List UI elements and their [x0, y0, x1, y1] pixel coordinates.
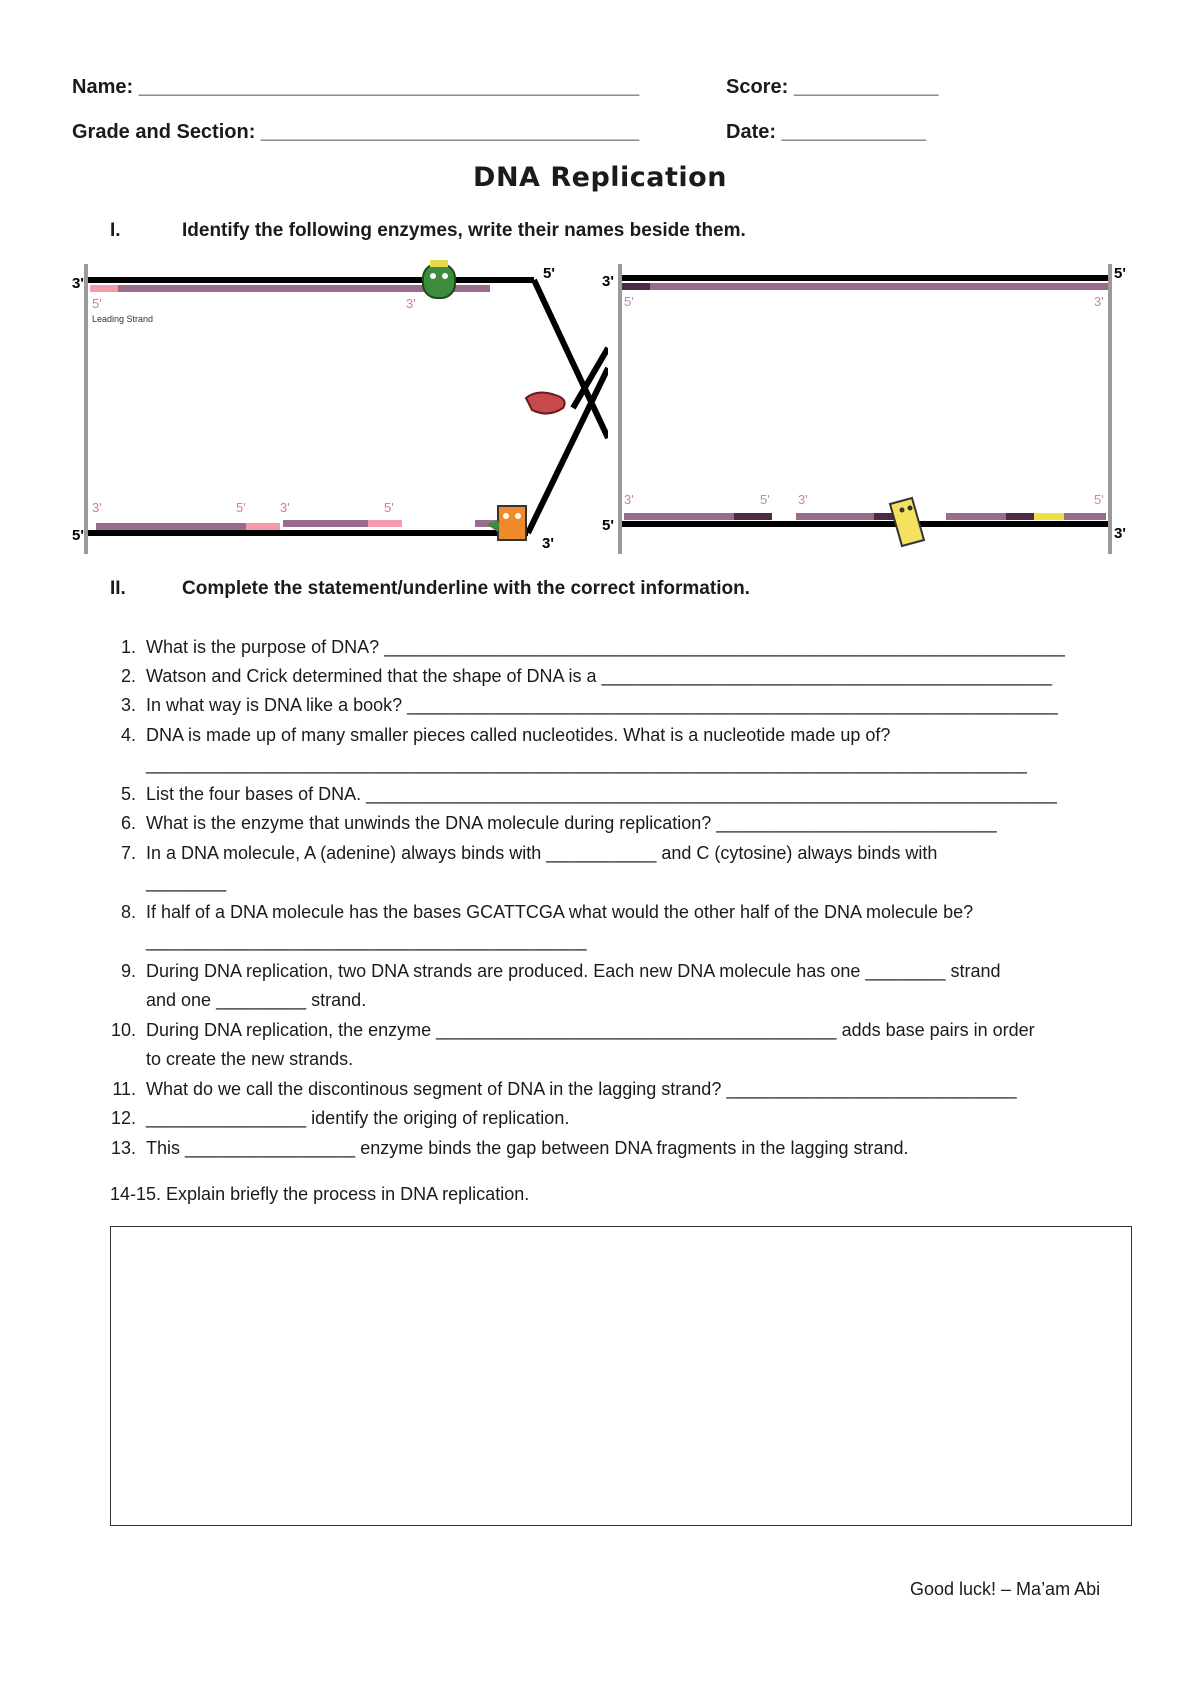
right-diagram-left-boundary	[618, 264, 622, 554]
right-fragment-2	[796, 513, 874, 520]
right-fragment-3-dark	[1006, 513, 1034, 520]
question-number: 11.	[112, 1079, 136, 1099]
question-text: In a DNA molecule, A (adenine) always binds with ___________ and C (cytosine) always binds with	[146, 843, 938, 863]
name-field-label: Name: _____________________________________________	[72, 76, 640, 98]
date-field-label: Date: _____________	[726, 121, 927, 143]
question-1	[120, 636, 1065, 658]
question-10	[110, 1019, 1035, 1041]
question-text: Watson and Crick determined that the shape of DNA is a _____________________________________________	[146, 666, 1053, 686]
right-diagram-right-boundary	[1108, 264, 1112, 554]
question-number: 6.	[120, 813, 136, 833]
left-top-end-5: 5'	[543, 265, 555, 282]
fragment-gap	[280, 523, 283, 530]
question-number: 3.	[120, 695, 136, 715]
question-7-answer-line: ________	[146, 872, 227, 892]
question-10-continuation: to create the new strands.	[146, 1049, 354, 1069]
question-number: 8.	[120, 902, 136, 922]
question-text: DNA is made up of many smaller pieces called nucleotides. What is a nucleotide made up of?	[146, 725, 891, 745]
leading-strand-label: Leading Strand	[92, 314, 154, 324]
left-boundary-line	[84, 264, 88, 554]
section-2-instruction: Complete the statement/underline with the correct information.	[182, 578, 750, 599]
question-5	[120, 783, 1057, 805]
question-7	[120, 842, 938, 864]
section-1-instruction: Identify the following enzymes, write their names beside them.	[182, 220, 746, 241]
question-text: What do we call the discontinous segment of DNA in the lagging strand? _____________________________	[146, 1079, 1017, 1099]
explanation-answer-box[interactable]	[110, 1226, 1132, 1526]
page-title: DNA Replication	[473, 162, 727, 193]
question-3	[120, 694, 1058, 716]
question-number: 13.	[110, 1138, 136, 1158]
question-6	[120, 812, 997, 834]
primer-fragment-1	[246, 523, 280, 530]
question-12	[110, 1107, 570, 1129]
question-text: List the four bases of DNA. _____________________________________________________________________	[146, 784, 1057, 804]
okazaki-fragment-1	[96, 523, 246, 530]
right-top-end-3: 3'	[602, 273, 614, 290]
top-rna-primer	[90, 285, 118, 292]
okazaki-fragment-2	[283, 520, 368, 527]
left-primer-5: 5'	[92, 296, 102, 311]
question-number: 10.	[110, 1020, 136, 1040]
right-top-end-5: 5'	[1114, 265, 1126, 282]
explain-prompt: 14-15. Explain briefly the process in DNA replication.	[110, 1184, 530, 1204]
replication-fork-diagram-right	[600, 258, 1140, 558]
question-number: 5.	[120, 784, 136, 804]
question-13	[110, 1137, 909, 1159]
question-number: 1.	[120, 637, 136, 657]
right-bottom-end-5: 5'	[602, 517, 614, 534]
question-number: 12.	[110, 1108, 136, 1128]
left-primer-3: 3'	[406, 296, 416, 311]
left-top-end-3: 3'	[72, 275, 84, 292]
question-text: During DNA replication, two DNA strands are produced. Each new DNA molecule has one ________ strand	[146, 961, 1001, 981]
question-text: This _________________ enzyme binds the gap between DNA fragments in the lagging strand.	[146, 1138, 909, 1158]
section-1-numeral: I.	[110, 220, 121, 241]
question-4-answer-line: ________________________________________________________________________________________	[146, 754, 1027, 774]
enzyme-character-green	[423, 260, 455, 298]
right-top-primer	[622, 283, 650, 290]
footer-signoff: Good luck! – Ma’am Abi	[910, 1579, 1101, 1599]
section-2-numeral: II.	[110, 578, 126, 599]
right-fragment-b-3: 3'	[798, 492, 808, 507]
right-inner-5: 5'	[624, 294, 634, 309]
fragment-2-3: 3'	[280, 500, 290, 515]
question-text: ________________ identify the origing of replication.	[146, 1108, 570, 1128]
question-9	[120, 960, 1001, 982]
question-2	[120, 665, 1053, 687]
question-number: 2.	[120, 666, 136, 686]
fragment-2-5: 5'	[384, 500, 394, 515]
question-8-answer-line: ____________________________________________	[146, 931, 587, 951]
fragment-1-3: 3'	[92, 500, 102, 515]
question-4	[120, 724, 891, 746]
right-bottom-end-3: 3'	[1114, 525, 1126, 542]
question-8	[120, 901, 974, 923]
right-fragment-3	[946, 513, 1006, 520]
right-inner-3: 3'	[1094, 294, 1104, 309]
right-top-new-strand	[650, 283, 1108, 290]
replication-fork-diagram-left	[68, 258, 608, 558]
right-fragment-a-3: 3'	[624, 492, 634, 507]
right-fragment-b-5: 5'	[1094, 492, 1104, 507]
question-number: 9.	[120, 961, 136, 981]
primer-fragment-2	[368, 520, 402, 527]
fragment-1-5: 5'	[236, 500, 246, 515]
enzyme-character-yellow	[890, 498, 924, 546]
question-text: What is the enzyme that unwinds the DNA molecule during replication? ____________________________	[146, 813, 997, 833]
question-text: If half of a DNA molecule has the bases GCATTCGA what would the other half of the DNA molecule be?	[146, 902, 974, 922]
question-text: During DNA replication, the enzyme ________________________________________ adds base pairs in order	[146, 1020, 1035, 1040]
left-bottom-end-3: 3'	[542, 535, 554, 552]
score-field-label: Score: _____________	[726, 76, 939, 98]
right-fragment-1	[624, 513, 734, 520]
right-fragment-3-yellow	[1034, 513, 1064, 520]
question-number: 4.	[120, 725, 136, 745]
enzyme-character-red	[526, 392, 565, 413]
left-bottom-end-5: 5'	[72, 527, 84, 544]
grade-section-field-label: Grade and Section: __________________________________	[72, 121, 640, 143]
question-number: 7.	[120, 843, 136, 863]
right-fragment-1-dark	[734, 513, 772, 520]
right-fragment-4	[1064, 513, 1106, 520]
question-11	[112, 1078, 1017, 1100]
question-text: In what way is DNA like a book? _________________________________________________________________	[146, 695, 1058, 715]
question-9-continuation: and one _________ strand.	[146, 990, 367, 1010]
right-fragment-a-5: 5'	[760, 492, 770, 507]
question-text: What is the purpose of DNA? ____________________________________________________________________	[146, 637, 1065, 657]
